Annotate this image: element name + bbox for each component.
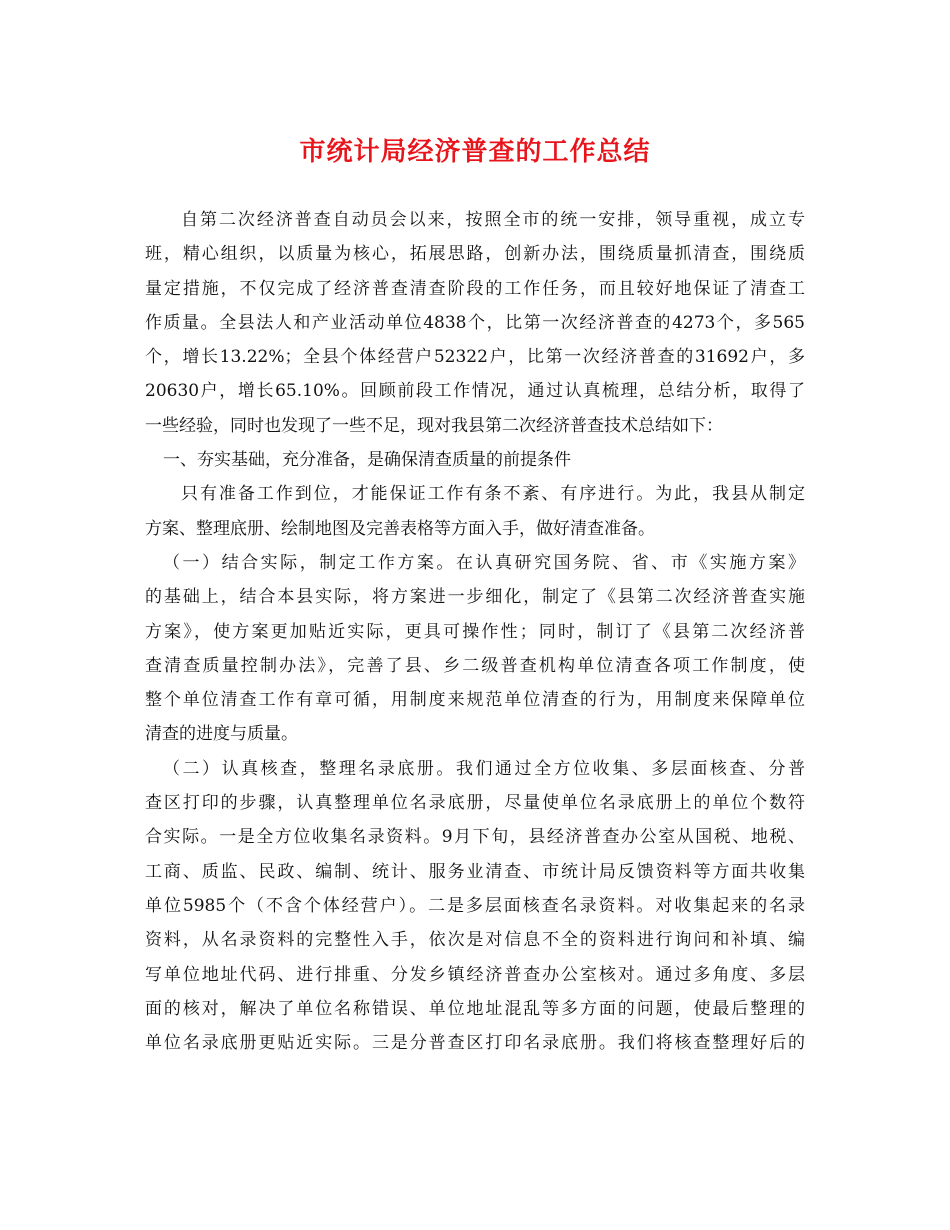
body-line: 自第二次经济普查自动员会以来，按照全市的统一安排，领导重视，成立专 [181, 210, 805, 230]
body-line: 班，精心组织，以质量为核心，拓展思路，创新办法，围绕质量抓清查，围绕质 [145, 244, 805, 265]
body-line: （一）结合实际，制定工作方案。在认真研究国务院、省、市《实施方案》 [163, 552, 805, 573]
body-line: 工商、质监、民政、编制、统计、服务业清查、市统计局反馈资料等方面共收集 [145, 861, 805, 882]
body-line: 单位名录底册更贴近实际。三是分普查区打印名录底册。我们将核查整理好后的 [145, 1033, 805, 1054]
body-line: 方案》，使方案更加贴近实际，更具可操作性；同时，制订了《县第二次经济普 [145, 621, 805, 642]
body-line: 作质量。全县法人和产业活动单位4838个，比第一次经济普查的4273个，多565 [145, 312, 805, 333]
body-line: 合实际。一是全方位收集名录资料。9月下旬，县经济普查办公室从国税、地税、 [145, 827, 805, 848]
body-line: 方案、整理底册、绘制地图及完善表格等方面入手，做好清查准备。 [145, 518, 655, 539]
document-title: 市统计局经济普查的工作总结 [299, 137, 651, 167]
body-line: 查清查质量控制办法》，完善了县、乡二级普查机构单位清查各项工作制度，使 [145, 655, 805, 676]
body-line: 写单位地址代码、进行排重、分发乡镇经济普查办公室核对。通过多角度、多层 [145, 964, 805, 985]
body-line: 的基础上，结合本县实际，将方案进一步细化，制定了《县第二次经济普查实施 [145, 587, 805, 608]
body-line: 整个单位清查工作有章可循，用制度来规范单位清查的行为，用制度来保障单位 [145, 690, 805, 711]
body-line: 个，增长13.22%；全县个体经营户52322户，比第一次经济普查的31692户，多 [145, 347, 805, 368]
body-line: 资料，从名录资料的完整性入手，依次是对信息不全的资料进行询问和补填、编 [145, 930, 805, 951]
body-line: 一些经验，同时也发现了一些不足，现对我县第二次经济普查技术总结如下： [145, 415, 723, 436]
body-line: 单位5985个（不含个体经营户）。二是多层面核查名录资料。对收集起来的名录 [145, 895, 805, 916]
body-line: 清查的进度与质量。 [145, 724, 298, 745]
body-line: 查区打印的步骤，认真整理单位名录底册，尽量使单位名录底册上的单位个数符 [145, 793, 805, 814]
body-line: 量定措施，不仅完成了经济普查清查阶段的工作任务，而且较好地保证了清查工 [145, 278, 805, 299]
body-line: 只有准备工作到位，才能保证工作有条不紊、有序进行。为此，我县从制定 [181, 484, 805, 505]
body-line: （二）认真核查，整理名录底册。我们通过全方位收集、多层面核查、分普 [163, 758, 805, 779]
body-line: 一、夯实基础，充分准备，是确保清查质量的前提条件 [163, 450, 571, 471]
body-line: 20630户，增长65.10%。回顾前段工作情况，通过认真梳理，总结分析，取得了 [145, 381, 805, 402]
document-body [145, 203, 805, 1060]
body-line: 面的核对，解决了单位名称错误、单位地址混乱等多方面的问题，使最后整理的 [145, 998, 805, 1019]
